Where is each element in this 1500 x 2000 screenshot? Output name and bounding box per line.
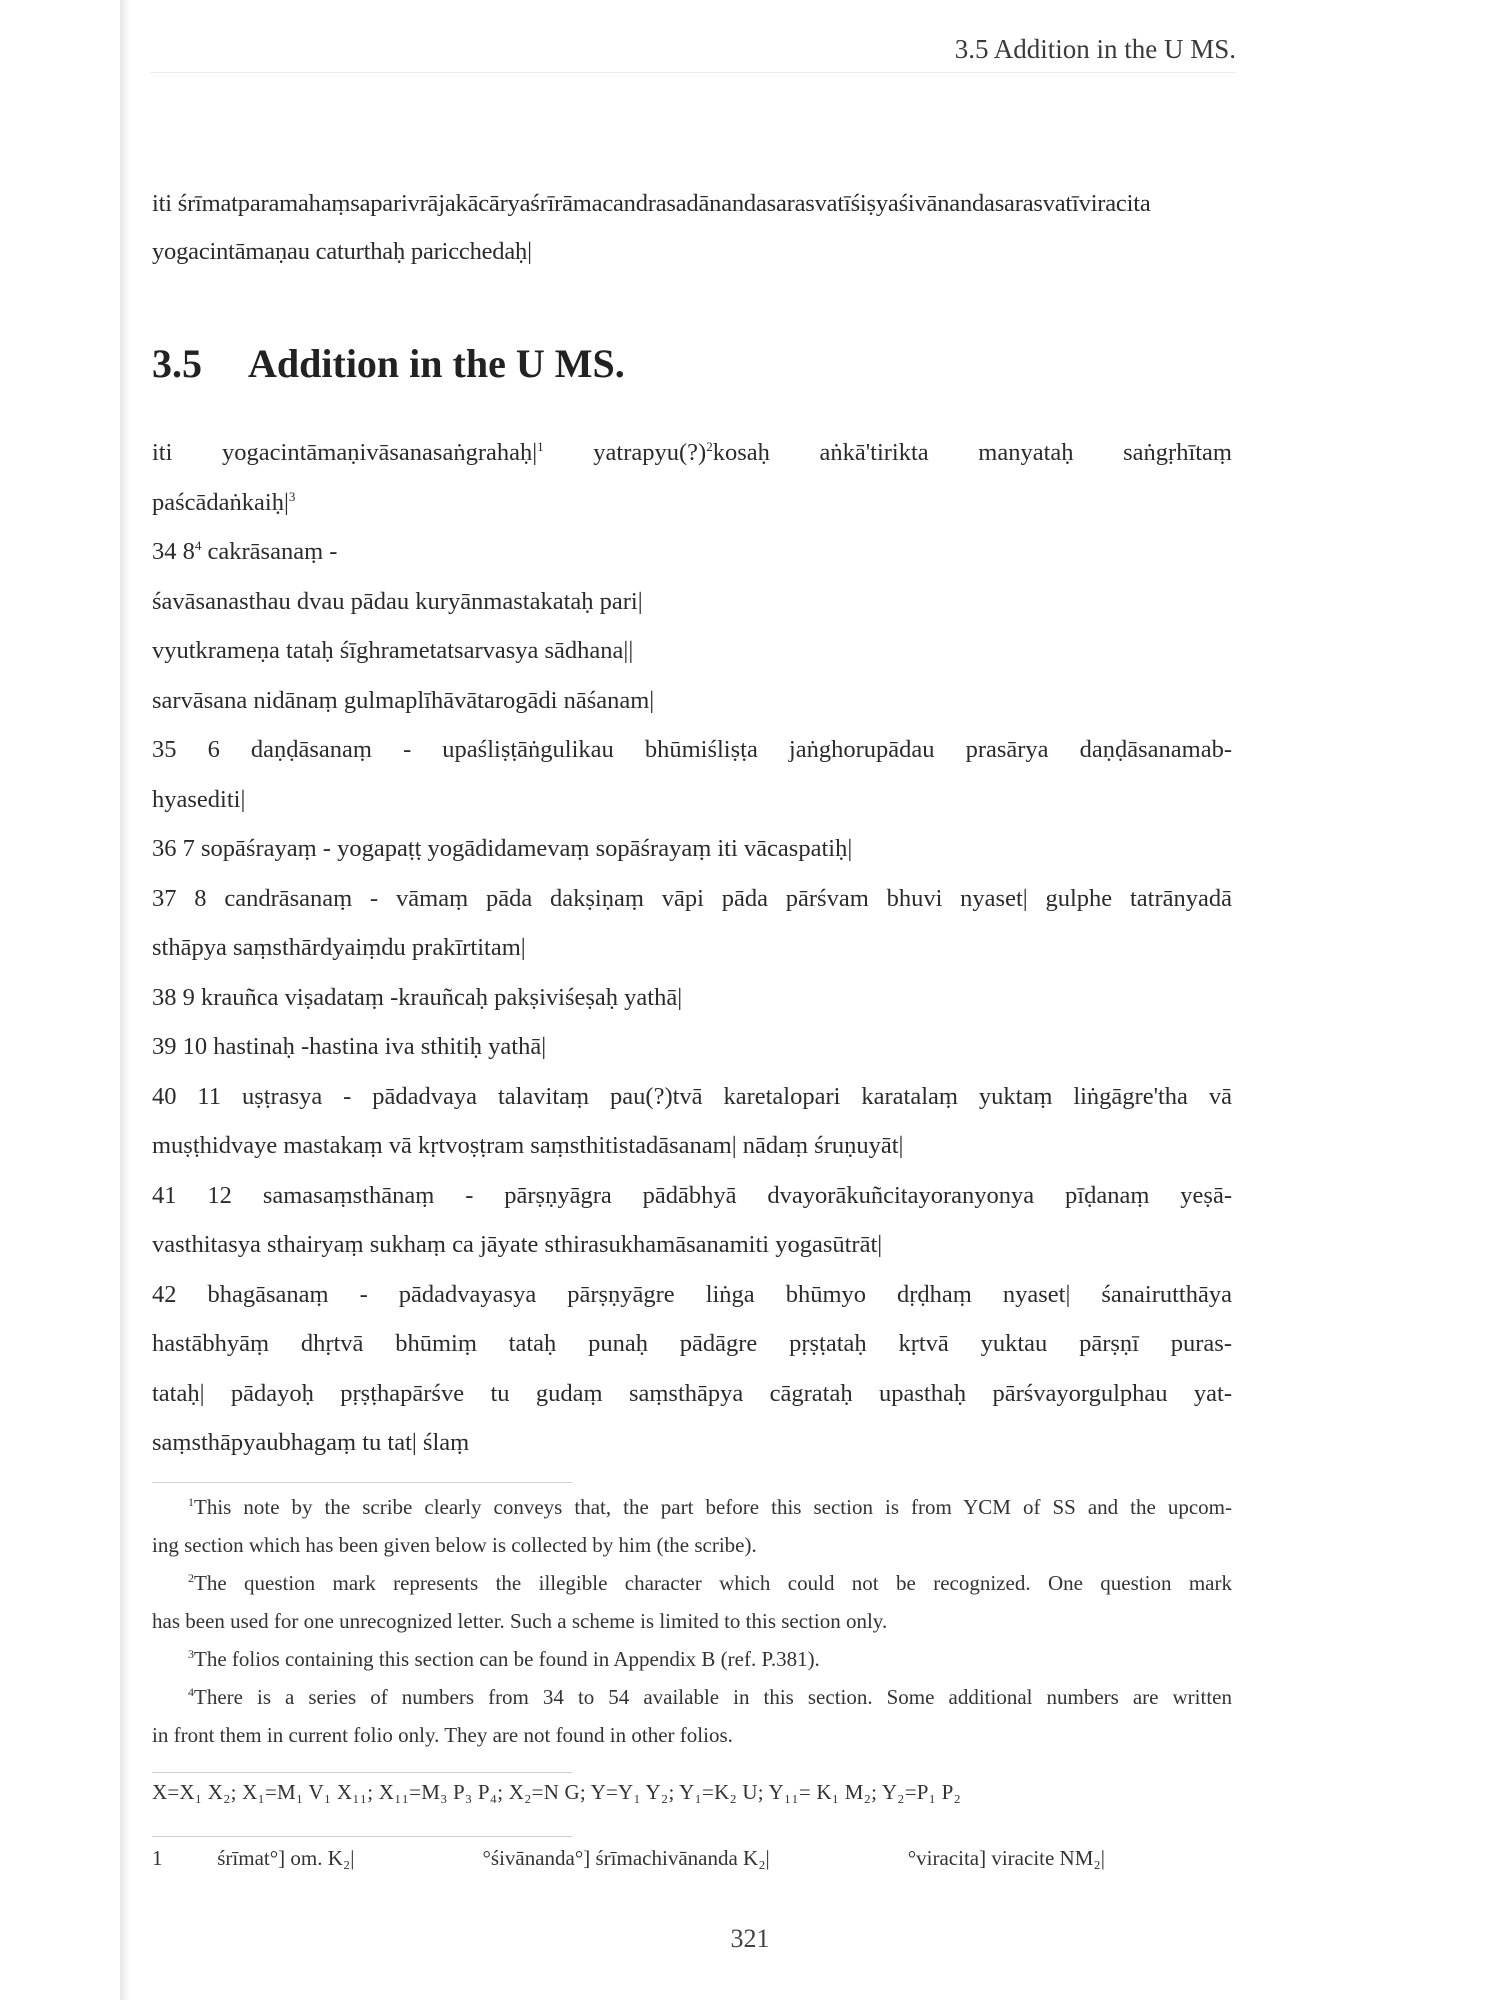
body-line: vasthitasya sthairyaṃ sukhaṃ ca jāyate sthirasukhamāsanamiti yogasūtrāt| — [152, 1231, 883, 1258]
body-line: vyutkrameṇa tataḥ śīghrametatsarvasya sādhana|| — [152, 637, 634, 664]
body-line: paścādaṅkaiḥ|$^3$ — [152, 488, 296, 516]
gutter-shadow — [120, 0, 130, 2000]
footnote-line — [152, 1602, 1232, 1640]
footnote-line — [152, 1488, 1232, 1526]
colophon-line: yogacintāmaṇau caturthaḥ paricchedaḥ| — [152, 238, 532, 265]
footnotes — [152, 1488, 1232, 1754]
body-line: 34 8$^4$ cakrāsanaṃ - — [152, 537, 338, 565]
footnote-text: ing section which has been given below is collected by him (the scribe). — [152, 1533, 757, 1557]
footnote-text: There is a series of numbers from 34 to 54 available in this section. Some additional numbers are written — [194, 1685, 1232, 1709]
body-line: sthāpya saṃsthārdyaiṃdu prakīrtitam| — [152, 934, 526, 961]
page-number: 321 — [730, 1924, 770, 1953]
footnote-text: This note by the scribe clearly conveys that, the part before this section is from YCM of SS and the upcom- — [194, 1495, 1232, 1519]
apparatus-line-number: 1 — [152, 1846, 163, 1870]
footnote-marker: 3 — [188, 1647, 194, 1661]
body-line: 40 11 uṣṭrasya - pādadvaya talavitaṃ pau(?)tvā karetalopari karatalaṃ yuktaṃ liṅgāgre'tha vā — [152, 1082, 1232, 1110]
section-number: 3.5 — [152, 341, 202, 386]
critical-apparatus — [152, 1846, 1105, 1871]
running-header: 3.5 Addition in the U MS. — [954, 34, 1236, 64]
body-line: 42 bhagāsanaṃ - pādadvayasya pārṣṇyāgre liṅga bhūmyo dṛḍhaṃ nyaset| śanairutthāya — [152, 1280, 1232, 1308]
body-line: 41 12 samasaṃsthānaṃ - pārṣṇyāgra pādābhyā dvayorākuñcitayoranyonya pīḍanaṃ yeṣā- — [152, 1181, 1232, 1209]
footnote-text: has been used for one unrecognized letter. Such a scheme is limited to this section only. — [152, 1609, 888, 1633]
apparatus-entry: śrīmat°] om. K₂| — [217, 1846, 355, 1870]
footnote-marker: 4 — [188, 1685, 194, 1699]
body-line: 36 7 sopāśrayaṃ - yogapaṭṭ yogādidamevaṃ sopāśrayaṃ iti vācaspatiḥ| — [152, 835, 853, 862]
body-line: muṣṭhidvaye mastakaṃ vā kṛtvoṣṭram saṃsthitistadāsanam| nādaṃ śruṇuyāt| — [152, 1132, 904, 1159]
sigla-line: X=X₁ X₂; X₁=M₁ V₁ X₁₁; X₁₁=M₃ P₃ P₄; X₂=N G; Y=Y₁ Y₂; Y₁=K₂ U; Y₁₁= K₁ M₂; Y₂=P₁ P₂ — [152, 1780, 962, 1804]
footnote-line — [152, 1716, 1232, 1754]
footnote-marker: 1 — [188, 1495, 194, 1509]
body-line: śavāsanasthau dvau pādau kuryānmastakataḥ pari| — [152, 587, 643, 615]
footnote-text: The question mark represents the illegible character which could not be recognized. One question mark — [194, 1571, 1232, 1595]
footnote-text: The folios containing this section can be found in Appendix B (ref. P.381). — [194, 1647, 820, 1671]
body-text — [152, 428, 1232, 1468]
apparatus-entry: °śivānanda°] śrīmachivānanda K₂| — [482, 1846, 770, 1870]
body-line: sarvāsana nidānaṃ gulmaplīhāvātarogādi nāśanam| — [152, 686, 655, 714]
footnote-marker: 2 — [188, 1571, 194, 1585]
body-line: saṃsthāpyaubhagaṃ tu tat| ślaṃ — [152, 1429, 470, 1456]
footnote-line — [152, 1678, 1232, 1716]
body-line: 37 8 candrāsanaṃ - vāmaṃ pāda dakṣiṇaṃ vāpi pāda pārśvam bhuvi nyaset| gulphe tatrānyadā — [152, 884, 1232, 912]
body-line: iti yogacintāmaṇivāsanasaṅgrahaḥ|$^1$ yatrapyu(?)$^2$kosaḥ aṅkā'tirikta manyataḥ saṅgṛhītaṃ — [152, 438, 1232, 466]
body-line: 39 10 hastinaḥ -hastina iva sthitiḥ yathā| — [152, 1033, 547, 1060]
footnote-line — [152, 1640, 1232, 1678]
section-heading — [152, 340, 625, 387]
body-line: 38 9 krauñca viṣadataṃ -krauñcaḥ pakṣiviśeṣaḥ yathā| — [152, 983, 683, 1011]
apparatus-rule — [152, 1836, 572, 1837]
footnote-line — [152, 1526, 1232, 1564]
section-title: Addition in the U MS. — [248, 341, 625, 386]
footnote-rule — [152, 1482, 572, 1483]
header-rule — [150, 72, 1236, 73]
apparatus-entry: °viracita] viracite NM₂| — [907, 1846, 1105, 1870]
body-line: tataḥ| pādayoḥ pṛṣṭhapārśve tu gudaṃ saṃsthāpya cāgrataḥ upasthaḥ pārśvayorgulphau yat- — [152, 1379, 1232, 1407]
body-line: hastābhyāṃ dhṛtvā bhūmiṃ tataḥ punaḥ pādāgre pṛṣṭataḥ kṛtvā yuktau pārṣṇī puras- — [152, 1330, 1232, 1357]
colophon-line: iti śrīmatparamahaṃsaparivrājakācāryaśrīrāmacandrasadānandasarasvatīśiṣyaśivānandasarasvatīviracita — [152, 190, 1151, 217]
footnote-line — [152, 1564, 1232, 1602]
colophon — [152, 180, 1362, 276]
sigla-rule — [152, 1772, 572, 1773]
body-line: hyaseditі| — [152, 785, 246, 813]
body-line: 35 6 daṇḍāsanaṃ - upaśliṣṭāṅgulikau bhūmiśliṣṭa jaṅghorupādau prasārya daṇḍāsanamab- — [152, 736, 1232, 763]
footnote-text: in front them in current folio only. They are not found in other folios. — [152, 1723, 733, 1747]
